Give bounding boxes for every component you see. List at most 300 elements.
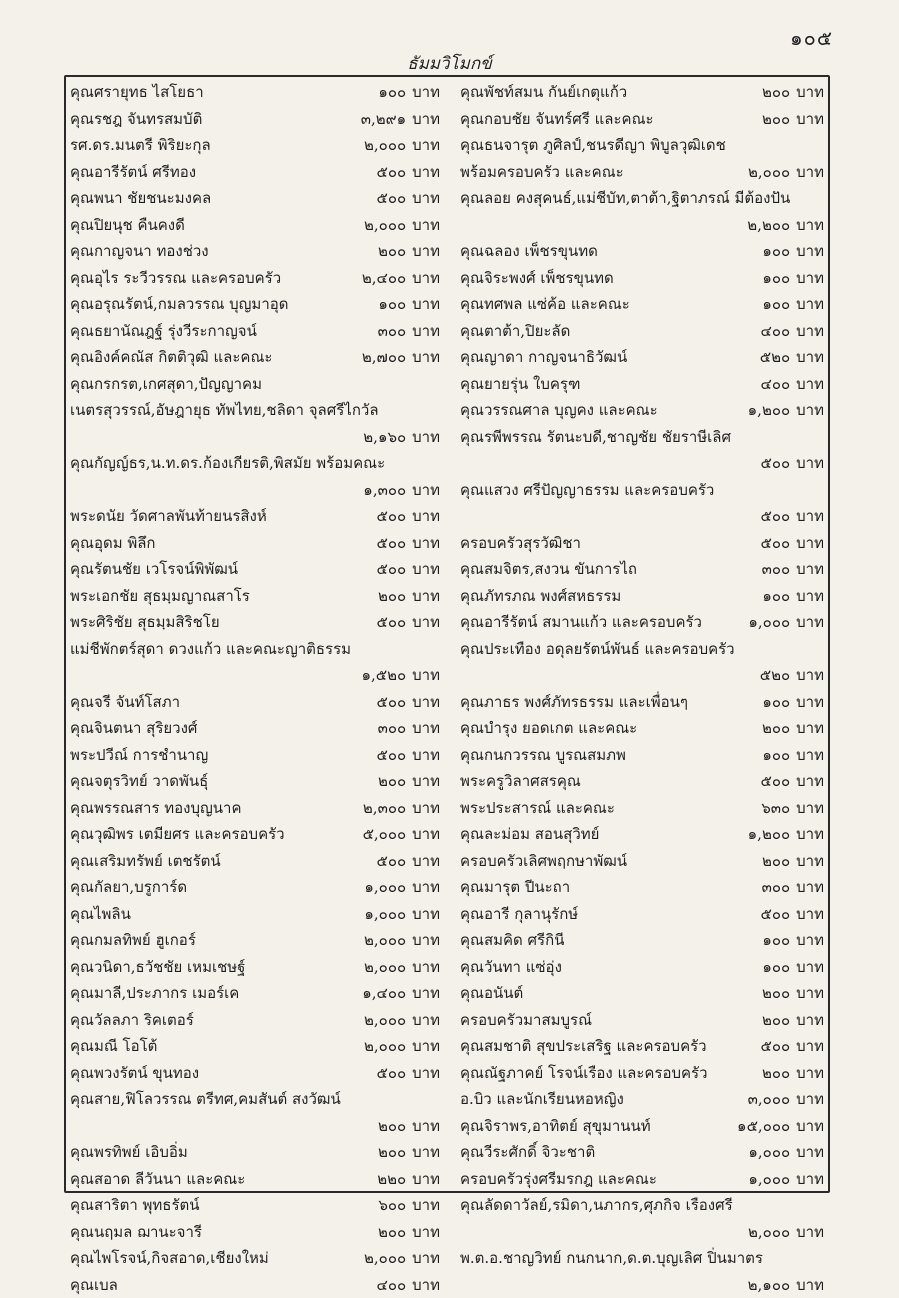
amount-value: ๓๐๐: [762, 878, 791, 896]
donor-name: คุณวรรณศาล บุญคง และคณะ: [460, 397, 658, 424]
currency-unit: บาท: [796, 587, 824, 605]
amount-value: ๑,๐๐๐: [364, 905, 406, 923]
donor-entry: [460, 212, 824, 239]
donor-name: คุณประเทือง อดุลยรัตน์พันธ์ และครอบครัว: [460, 636, 824, 663]
donation-amount: [376, 1272, 440, 1298]
currency-unit: บาท: [412, 1196, 440, 1214]
donation-amount: [363, 477, 440, 504]
currency-unit: บาท: [796, 110, 824, 128]
donor-entry: [70, 291, 440, 318]
donation-amount: [364, 1245, 440, 1272]
donor-name: คุณปิยนุช คืนคงดี: [70, 212, 185, 239]
donor-entry: [70, 556, 440, 583]
donor-entry: [460, 1272, 824, 1298]
donor-entry: [70, 265, 440, 292]
amount-value: ๑,๔๐๐: [362, 984, 406, 1002]
donation-amount: [760, 901, 824, 928]
donor-name: คุณอารี กุลานุรักษ์: [460, 901, 578, 928]
donation-amount: [748, 397, 824, 424]
donor-name: คุณเบล: [70, 1272, 118, 1298]
currency-unit: บาท: [412, 746, 440, 764]
donor-entry: [70, 424, 440, 451]
donation-amount: [748, 609, 824, 636]
currency-unit: บาท: [796, 454, 824, 472]
donor-name: พระศิริชัย สุธมฺมสิริชโย: [70, 609, 220, 636]
donor-name: คุณมาลี,ประภากร เมอร์เค: [70, 980, 239, 1007]
currency-unit: บาท: [412, 216, 440, 234]
donation-amount: [378, 768, 440, 795]
donation-amount: [748, 159, 824, 186]
amount-value: ๑,๐๐๐: [748, 1143, 790, 1161]
donation-amount: [737, 1113, 824, 1140]
donor-name: คุณอารีรัตน์ ศรีทอง: [70, 159, 196, 186]
donation-amount: [748, 1166, 824, 1193]
donation-amount: [762, 689, 824, 716]
donor-name: คุณวันทา แซ่อุ่ง: [460, 954, 562, 981]
currency-unit: บาท: [796, 825, 824, 843]
donor-entry: [70, 1113, 440, 1140]
donor-name: คุณธนจารุต ภูศิลป์,ชนรดีญา พิบูลวุฒิเดช: [460, 132, 824, 159]
currency-unit: บาท: [412, 136, 440, 154]
donation-amount: [378, 583, 440, 610]
currency-unit: บาท: [796, 1223, 824, 1241]
amount-value: ๑๐๐: [762, 746, 790, 764]
donor-entry: [460, 106, 824, 133]
donor-entry: [70, 1033, 440, 1060]
donor-name: คุณจรี จันท์โสภา: [70, 689, 180, 716]
donor-entry: [70, 344, 440, 371]
donation-amount: [762, 980, 824, 1007]
currency-unit: บาท: [412, 110, 440, 128]
currency-unit: บาท: [796, 666, 824, 684]
donor-name: พระดนัย วัดศาลพันท้ายนรสิงห์: [70, 503, 267, 530]
amount-value: ๒,๑๐๐: [748, 1276, 791, 1294]
donor-entry: [70, 1192, 440, 1219]
donor-entry: [70, 1219, 440, 1246]
donor-entry: [70, 901, 440, 928]
donor-name: คุณสมชาติ สุขประเสริฐ และครอบครัว: [460, 1033, 707, 1060]
donor-entry: [70, 1007, 440, 1034]
donor-entry: [460, 424, 824, 451]
amount-value: ๓๐๐: [378, 322, 407, 340]
donor-entry: [70, 662, 440, 689]
donation-amount: [376, 185, 440, 212]
amount-value: ๑,๒๐๐: [748, 825, 791, 843]
donor-name: พร้อมครอบครัว และคณะ: [460, 159, 624, 186]
amount-value: ๕๐๐: [376, 1064, 406, 1082]
currency-unit: บาท: [796, 613, 824, 631]
donation-amount: [762, 556, 824, 583]
donor-entry: [70, 636, 440, 663]
amount-value: ๒,๐๐๐: [364, 1249, 406, 1267]
amount-value: ๕๒๐: [760, 666, 790, 684]
amount-value: ๑๐๐: [762, 958, 790, 976]
donor-name: รศ.ดร.มนตรี พิริยะกุล: [70, 132, 211, 159]
currency-unit: บาท: [796, 507, 824, 525]
donor-name: แม่ชีพักตร์สุดา ดวงแก้ว และคณะญาติธรรม: [70, 636, 440, 663]
currency-unit: บาท: [796, 772, 824, 790]
currency-unit: บาท: [796, 958, 824, 976]
currency-unit: บาท: [796, 931, 824, 949]
amount-value: ๕๐๐: [376, 163, 406, 181]
donor-entry: [460, 132, 824, 159]
donor-entry: [460, 768, 824, 795]
donor-name: คุณทศพล แซ่ค้อ และคณะ: [460, 291, 630, 318]
donor-name: คุณตาต้า,ปิยะลัด: [460, 318, 570, 345]
currency-unit: บาท: [412, 958, 440, 976]
donor-name: คุณธยานัณฎฐ์ รุ่งวีระกาญจน์: [70, 318, 257, 345]
donor-entry: [70, 1245, 440, 1272]
amount-value: ๒,๑๖๐: [363, 428, 406, 446]
donation-amount: [378, 1192, 440, 1219]
donor-entry: [460, 185, 824, 212]
donor-name: คุณจิระพงศ์ เพ็ชรขุนทด: [460, 265, 614, 292]
header-title: ธัมมวิโมกข์: [0, 50, 899, 77]
currency-unit: บาท: [796, 163, 824, 181]
amount-value: ๒๐๐: [378, 242, 406, 260]
amount-value: ๒๐๐: [378, 587, 406, 605]
currency-unit: บาท: [412, 163, 440, 181]
amount-value: ๑๐๐: [762, 587, 790, 605]
donation-amount: [364, 1007, 440, 1034]
currency-unit: บาท: [796, 852, 824, 870]
donor-name: คุณบำรุง ยอดเกต และคณะ: [460, 715, 637, 742]
currency-unit: บาท: [412, 1276, 440, 1294]
amount-value: ๕๐๐: [376, 507, 406, 525]
donor-name: คุณไพโรจน์,กิจสอาด,เชียงใหม่: [70, 1245, 269, 1272]
currency-unit: บาท: [796, 242, 824, 260]
donation-amount: [363, 424, 440, 451]
donor-name: คุณพนา ชัยชนะมงคล: [70, 185, 211, 212]
currency-unit: บาท: [412, 560, 440, 578]
donation-amount: [748, 821, 824, 848]
donor-entry: [460, 1166, 824, 1193]
currency-unit: บาท: [412, 825, 440, 843]
donation-amount: [376, 159, 440, 186]
currency-unit: บาท: [412, 507, 440, 525]
currency-unit: บาท: [796, 878, 824, 896]
amount-value: ๔๐๐: [760, 375, 790, 393]
donation-amount: [364, 954, 440, 981]
donor-entry: [460, 344, 824, 371]
donor-entry: [460, 848, 824, 875]
amount-value: ๕๐๐: [760, 534, 790, 552]
currency-unit: บาท: [412, 719, 440, 737]
donation-amount: [378, 1219, 440, 1246]
currency-unit: บาท: [412, 1011, 440, 1029]
amount-value: ๒,๗๐๐: [362, 348, 406, 366]
currency-unit: บาท: [796, 560, 824, 578]
currency-unit: บาท: [796, 534, 824, 552]
currency-unit: บาท: [796, 1170, 824, 1188]
donor-name: ครอบครัวสุรวัฒิชา: [460, 530, 581, 557]
donor-entry: [460, 503, 824, 530]
donor-entry: [70, 1060, 440, 1087]
donor-name: คุณนฤมล ฌานะจารี: [70, 1219, 202, 1246]
donation-amount: [762, 715, 824, 742]
donor-entry: [460, 371, 824, 398]
amount-value: ๒,๒๐๐: [747, 216, 790, 234]
donor-name: คุณกรกรต,เกศสุดา,ปัญญาคม: [70, 371, 440, 398]
currency-unit: บาท: [796, 322, 824, 340]
currency-unit: บาท: [796, 1143, 824, 1161]
amount-value: ๕๐๐: [376, 746, 406, 764]
currency-unit: บาท: [796, 1276, 824, 1294]
amount-value: ๒,๓๐๐: [363, 799, 406, 817]
donor-name: คุณกนกวรรณ บูรณสมภพ: [460, 742, 626, 769]
amount-value: ๒๐๐: [762, 984, 790, 1002]
currency-unit: บาท: [796, 746, 824, 764]
amount-value: ๒๐๐: [762, 1011, 790, 1029]
amount-value: ๔๐๐: [376, 1276, 406, 1294]
currency-unit: บาท: [796, 984, 824, 1002]
donation-amount: [762, 927, 824, 954]
currency-unit: บาท: [796, 1011, 824, 1029]
donor-entry: [70, 848, 440, 875]
currency-unit: บาท: [412, 772, 440, 790]
donor-name: ครอบครัวเลิศพฤกษาพัฒน์: [460, 848, 627, 875]
currency-unit: บาท: [796, 216, 824, 234]
donation-amount: [362, 344, 440, 371]
donor-entry: [460, 1007, 824, 1034]
donor-name: คุณสมจิตร,สงวน ขันการไถ: [460, 556, 637, 583]
donor-entry: [70, 874, 440, 901]
amount-value: ๖๓๐: [761, 799, 790, 817]
donation-amount: [748, 1139, 824, 1166]
donor-name: คุณณัฐภาคย์ โรจน์เรือง และครอบครัว: [460, 1060, 708, 1087]
currency-unit: บาท: [412, 322, 440, 340]
donor-entry: [70, 795, 440, 822]
donation-amount: [748, 1272, 824, 1298]
currency-unit: บาท: [796, 348, 824, 366]
donor-name: คุณวัลลภา ริคเตอร์: [70, 1007, 194, 1034]
donor-entry: [70, 583, 440, 610]
donor-entry: [70, 132, 440, 159]
donation-amount: [378, 291, 440, 318]
donation-amount: [378, 1113, 440, 1140]
donation-amount: [362, 980, 440, 1007]
donor-entry: [460, 450, 824, 477]
amount-value: ๑,๕๒๐: [361, 666, 406, 684]
currency-unit: บาท: [796, 1064, 824, 1082]
donation-amount: [760, 371, 824, 398]
donation-amount: [376, 1060, 440, 1087]
donor-entry: [70, 1272, 440, 1298]
donation-amount: [376, 530, 440, 557]
donation-amount: [762, 1007, 824, 1034]
amount-value: ๒๒๐: [377, 1170, 406, 1188]
currency-unit: บาท: [412, 984, 440, 1002]
amount-value: ๒๐๐: [762, 1064, 790, 1082]
donor-entry: [70, 106, 440, 133]
donor-entry: [460, 530, 824, 557]
amount-value: ๓๐๐: [378, 719, 407, 737]
amount-value: ๒,๐๐๐: [364, 216, 406, 234]
amount-value: ๒,๔๐๐: [362, 269, 406, 287]
donor-entry: [460, 980, 824, 1007]
amount-value: ๕๐๐: [760, 905, 790, 923]
donor-name: คุณภัทรภณ พงศ์สหธรรม: [460, 583, 621, 610]
amount-value: ๒๐๐: [762, 110, 790, 128]
donor-entry: [70, 742, 440, 769]
donor-name: คุณอุดม พิลึก: [70, 530, 156, 557]
currency-unit: บาท: [796, 375, 824, 393]
donor-name: คุณภาธร พงศ์ภัทรธรรม และเพื่อนๆ: [460, 689, 688, 716]
donor-entry: [70, 238, 440, 265]
donor-name: คุณกมลทิพย์ ฮูเกอร์: [70, 927, 196, 954]
donation-amount: [760, 503, 824, 530]
donation-amount: [361, 106, 440, 133]
currency-unit: บาท: [412, 1064, 440, 1082]
donation-amount: [748, 1086, 824, 1113]
currency-unit: บาท: [412, 242, 440, 260]
donor-entry: [460, 795, 824, 822]
donation-amount: [762, 238, 824, 265]
amount-value: ๓,๐๐๐: [748, 1090, 791, 1108]
donation-amount: [762, 1060, 824, 1087]
donor-name: คุณกัลยา,บรูการ์ด: [70, 874, 187, 901]
amount-value: ๒๐๐: [762, 852, 790, 870]
donor-name: คุณพวงรัตน์ ขุนทอง: [70, 1060, 199, 1087]
donor-name: ครอบครัวรุ่งศรีมรกฎ และคณะ: [460, 1166, 657, 1193]
donation-amount: [364, 212, 440, 239]
amount-value: ๒,๐๐๐: [364, 1037, 406, 1055]
amount-value: ๕,๐๐๐: [363, 825, 407, 843]
donor-name: คุณรัตนชัย เวโรจน์พิพัฒน์: [70, 556, 238, 583]
donor-name: คุณอนันต์: [460, 980, 523, 1007]
donor-name: พระประสารณ์ และคณะ: [460, 795, 615, 822]
currency-unit: บาท: [412, 1170, 440, 1188]
donation-amount: [376, 609, 440, 636]
donor-name: คุณวีระศักดิ์ จิวะชาติ: [460, 1139, 595, 1166]
donor-entry: [460, 1192, 824, 1219]
currency-unit: บาท: [412, 1249, 440, 1267]
donation-amount: [760, 1033, 824, 1060]
donation-amount: [363, 795, 440, 822]
donation-amount: [762, 106, 824, 133]
amount-value: ๑,๐๐๐: [748, 613, 790, 631]
donor-name: คุณกอบชัย จันทร์ศรี และคณะ: [460, 106, 654, 133]
currency-unit: บาท: [412, 348, 440, 366]
amount-value: ๒,๐๐๐: [364, 958, 406, 976]
donor-entry: [460, 901, 824, 928]
donation-amount: [747, 212, 824, 239]
amount-value: ๕๐๐: [376, 852, 406, 870]
amount-value: ๑๐๐: [762, 295, 790, 313]
donor-name: คุณสาย,ฟิโลวรรณ ตรีทศ,คมสันต์ สงวัฒน์: [70, 1086, 440, 1113]
amount-value: ๒,๐๐๐: [364, 136, 406, 154]
donor-entry: [460, 1219, 824, 1246]
donor-entry: [460, 1086, 824, 1113]
currency-unit: บาท: [796, 401, 824, 419]
donation-amount: [364, 901, 440, 928]
donation-amount: [364, 132, 440, 159]
donor-name: คุณวุฒิพร เตมียศร และครอบครัว: [70, 821, 285, 848]
donor-entry: [70, 609, 440, 636]
donor-entry: [460, 1113, 824, 1140]
donor-name: คุณกาญจนา ทองช่วง: [70, 238, 209, 265]
amount-value: ๕๐๐: [376, 613, 406, 631]
page-number: ๑๐๕: [790, 22, 833, 54]
donor-name: คุณญาดา กาญจนาธิวัฒน์: [460, 344, 627, 371]
currency-unit: บาท: [796, 1037, 824, 1055]
donation-amount: [376, 689, 440, 716]
amount-value: ๒๐๐: [378, 1143, 406, 1161]
amount-value: ๕๐๐: [376, 693, 406, 711]
currency-unit: บาท: [412, 666, 440, 684]
currency-unit: บาท: [412, 83, 440, 101]
donor-name: คุณวนิดา,ธวัชชัย เหมเชษฐ์: [70, 954, 245, 981]
donor-name: คุณจินตนา สุริยวงศ์: [70, 715, 197, 742]
amount-value: ๒,๐๐๐: [364, 1011, 406, 1029]
donor-entry: [460, 238, 824, 265]
currency-unit: บาท: [412, 693, 440, 711]
donor-entry: [70, 689, 440, 716]
donor-entry: [70, 1166, 440, 1193]
currency-unit: บาท: [796, 719, 824, 737]
donor-name: คุณรพีพรรณ รัตนะบดี,ชาญชัย ชัยราษีเลิศ: [460, 424, 824, 451]
amount-value: ๒,๐๐๐: [364, 931, 406, 949]
donor-entry: [460, 954, 824, 981]
amount-value: ๕๐๐: [376, 534, 406, 552]
donor-name: คุณลัดดาวัลย์,รมิดา,นภากร,ศุภกิจ เรืองศรี: [460, 1192, 824, 1219]
donor-entry: [460, 742, 824, 769]
amount-value: ๑,๐๐๐: [748, 1170, 790, 1188]
donation-amount: [760, 768, 824, 795]
amount-value: ๑๐๐: [762, 242, 790, 260]
amount-value: ๓,๒๙๑: [361, 110, 406, 128]
donor-name: คุณมณี โอโต้: [70, 1033, 157, 1060]
donor-name: คุณพรรณสาร ทองบุญนาค: [70, 795, 242, 822]
donor-name: คุณอุไร ระวีวรรณ และครอบครัว: [70, 265, 281, 292]
amount-value: ๔๐๐: [760, 322, 790, 340]
donor-name: คุณรชฎ จันทรสมบัติ: [70, 106, 202, 133]
donor-name: คุณละม่อม สอนสุวิทย์: [460, 821, 599, 848]
amount-value: ๓๐๐: [762, 560, 791, 578]
donor-name: คุณสาริตา พุทธรัตน์: [70, 1192, 200, 1219]
amount-value: ๒,๐๐๐: [748, 163, 790, 181]
donor-name: คุณพรทิพย์ เอิบอิ่ม: [70, 1139, 188, 1166]
currency-unit: บาท: [412, 852, 440, 870]
donation-amount: [762, 874, 824, 901]
donation-amount: [376, 503, 440, 530]
donor-entry: [460, 79, 824, 106]
currency-unit: บาท: [796, 1117, 824, 1135]
donor-entry: [70, 212, 440, 239]
amount-value: ๒๐๐: [378, 1223, 406, 1241]
donation-amount: [376, 848, 440, 875]
donor-entry: [70, 397, 440, 424]
donation-amount: [364, 1033, 440, 1060]
currency-unit: บาท: [412, 269, 440, 287]
amount-value: ๕๐๐: [376, 189, 406, 207]
amount-value: ๕๒๐: [760, 348, 790, 366]
donation-amount: [377, 1166, 440, 1193]
currency-unit: บาท: [412, 587, 440, 605]
amount-value: ๕๐๐: [376, 560, 406, 578]
donor-name: พระเอกชัย สุธมฺมญาณสาโร: [70, 583, 250, 610]
currency-unit: บาท: [412, 189, 440, 207]
amount-value: ๒๐๐: [378, 772, 406, 790]
currency-unit: บาท: [412, 1223, 440, 1241]
amount-value: ๒๐๐: [762, 83, 790, 101]
amount-value: ๑,๐๐๐: [364, 878, 406, 896]
donor-name: อ.บิว และนักเรียนหอหญิง: [460, 1086, 624, 1113]
donor-entry: [70, 371, 440, 398]
donor-entry: [460, 1060, 824, 1087]
donor-entry: [70, 477, 440, 504]
donor-name: คุณกัญญ์ธร,น.ท.ดร.ก้องเกียรติ,พิสมัย พร้อมคณะ: [70, 450, 440, 477]
